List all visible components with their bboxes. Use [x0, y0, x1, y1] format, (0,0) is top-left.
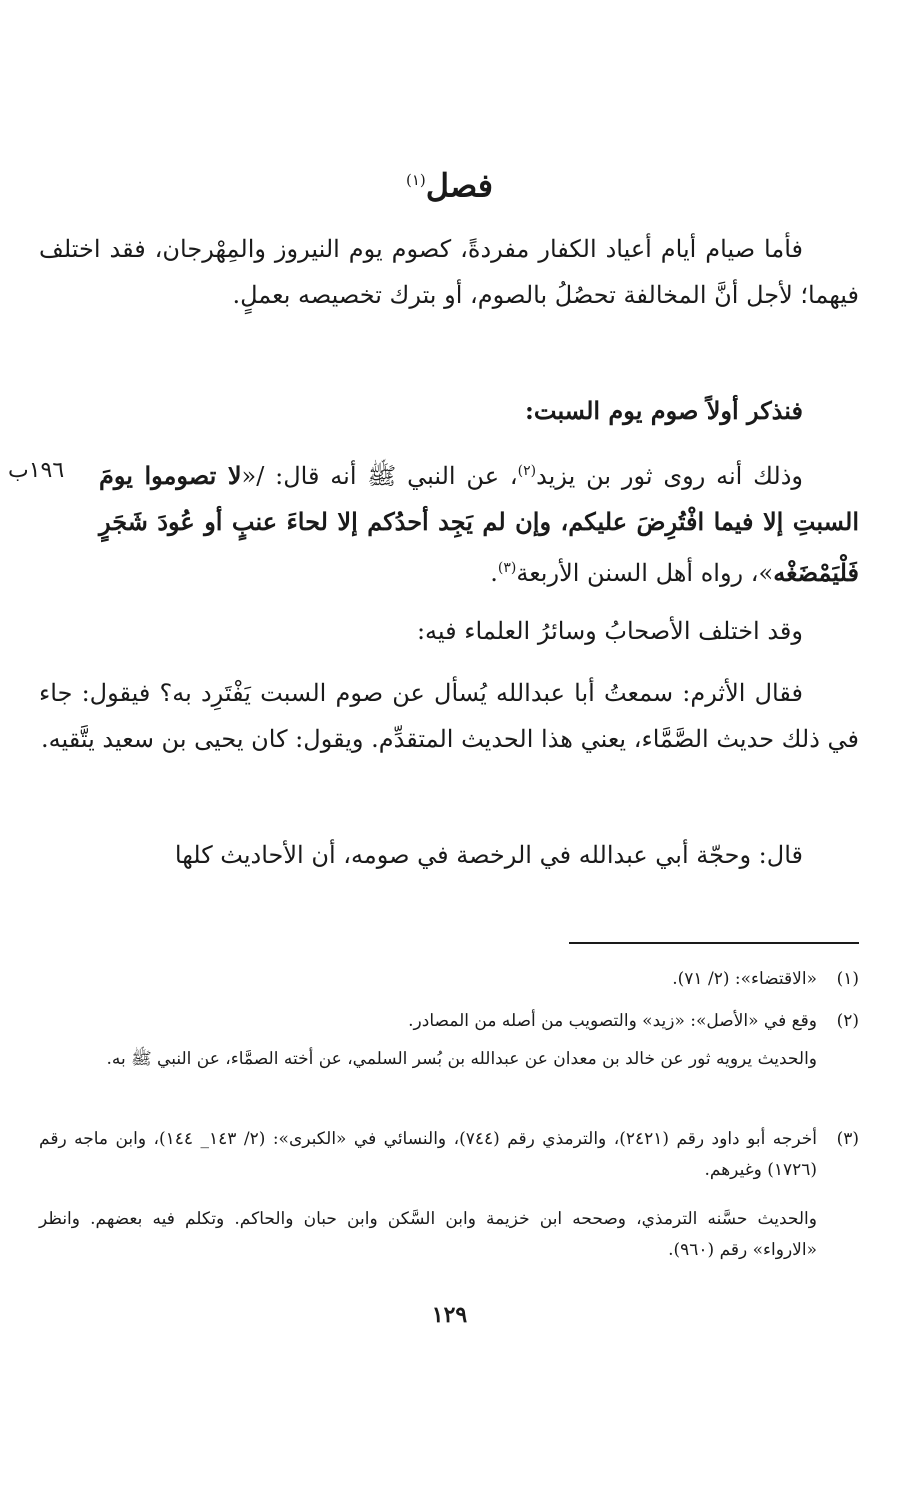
footnote-1-text: «الاقتضاء»: (٢/ ٧١). [672, 969, 817, 989]
footnote-2-sub-text: والحديث يرويه ثور عن خالد بن معدان عن عبدالله بن بُسر السلمي، عن أخته الصمَّاء، عن النبي ﷺ به. [106, 1049, 817, 1069]
footnote-3-continuation [39, 1204, 859, 1266]
manuscript-folio-note: ١٩٦ب [8, 458, 65, 483]
paragraph-2-text: فنذكر أولاً صوم يوم السبت: [525, 396, 803, 425]
paragraph-3-intro: وذلك أنه روى ثور بن يزيد [536, 462, 803, 490]
footnote-2 [39, 1006, 859, 1037]
footnote-3 [39, 1124, 859, 1186]
footnote-ref-2: (٢) [517, 463, 537, 479]
paragraph-5 [39, 670, 859, 762]
footnote-2-continuation [39, 1044, 859, 1075]
paragraph-4-text: وقد اختلف الأصحابُ وسائرُ العلماء فيه: [416, 617, 803, 645]
footnote-3-number: (٣) [836, 1129, 859, 1149]
paragraph-4 [39, 608, 859, 654]
footnote-separator [569, 942, 859, 944]
section-title [0, 160, 899, 206]
footnote-ref-3: (٣) [497, 560, 517, 576]
paragraph-6 [39, 832, 859, 878]
section-title-text: فصل [425, 166, 494, 205]
paragraph-3 [99, 448, 859, 596]
hadith-text: لا تصوموا يومَ السبتِ إلا فيما افْتُرِضَ عليكم، وإن لم يَجِد أحدُكم إلا لحاءَ عنبٍ أو عُودَ شَجَرٍ فَلْيَمْضَغْه [99, 461, 859, 587]
page-number: ١٢٩ [431, 1302, 468, 1328]
footnote-1 [39, 964, 859, 995]
paragraph-5-text: فقال الأثرم: سمعتُ أبا عبدالله يُسأل عن صوم السبت يَفْتَرِد به؟ فيقول: جاء في ذلك حديث الصَّمَّاء، يعني هذا الحديث المتقدِّم. ويقول: كان يحيى بن سعيد يتَّقيه. [39, 679, 859, 753]
footnote-2-text: وقع في «الأصل»: «زيد» والتصويب من أصله من المصادر. [408, 1011, 817, 1031]
paragraph-6-text: قال: وحجّة أبي عبدالله في الرخصة في صومه، أن الأحاديث كلها [174, 841, 803, 869]
paragraph-2 [39, 388, 859, 434]
footnote-3-text: أخرجه أبو داود رقم (٢٤٢١)، والترمذي رقم (٧٤٤)، والنسائي في «الكبرى»: (٢/ ١٤٣_ ١٤٤)، وابن ماجه رقم (١٧٢٦) وغيرهم. [39, 1129, 818, 1180]
paragraph-1 [39, 226, 859, 318]
paragraph-3-source: »، رواه أهل السنن الأربعة [516, 559, 774, 587]
paragraph-1-text: فأما صيام أيام أعياد الكفار مفردةً، كصوم يوم النيروز والمِهْرجان، فقد اختلف فيهما؛ لأجل أنَّ المخالفة تحصُلُ بالصوم، أو بترك تخصيصه بعملٍ. [39, 235, 859, 309]
footnote-1-number: (١) [836, 969, 859, 989]
title-footnote-ref: (١) [405, 171, 426, 189]
paragraph-3-attribution: ، عن النبي ﷺ أنه قال: /« [241, 462, 518, 490]
footnote-2-number: (٢) [836, 1011, 859, 1031]
paragraph-3-end: . [490, 559, 498, 587]
footnote-3-sub-text: والحديث حسَّنه الترمذي، وصححه ابن خزيمة وابن السَّكن وابن حبان والحاكم. وتكلم فيه بعضهم. وانظر «الارواء» رقم (٩٦٠). [39, 1209, 817, 1260]
